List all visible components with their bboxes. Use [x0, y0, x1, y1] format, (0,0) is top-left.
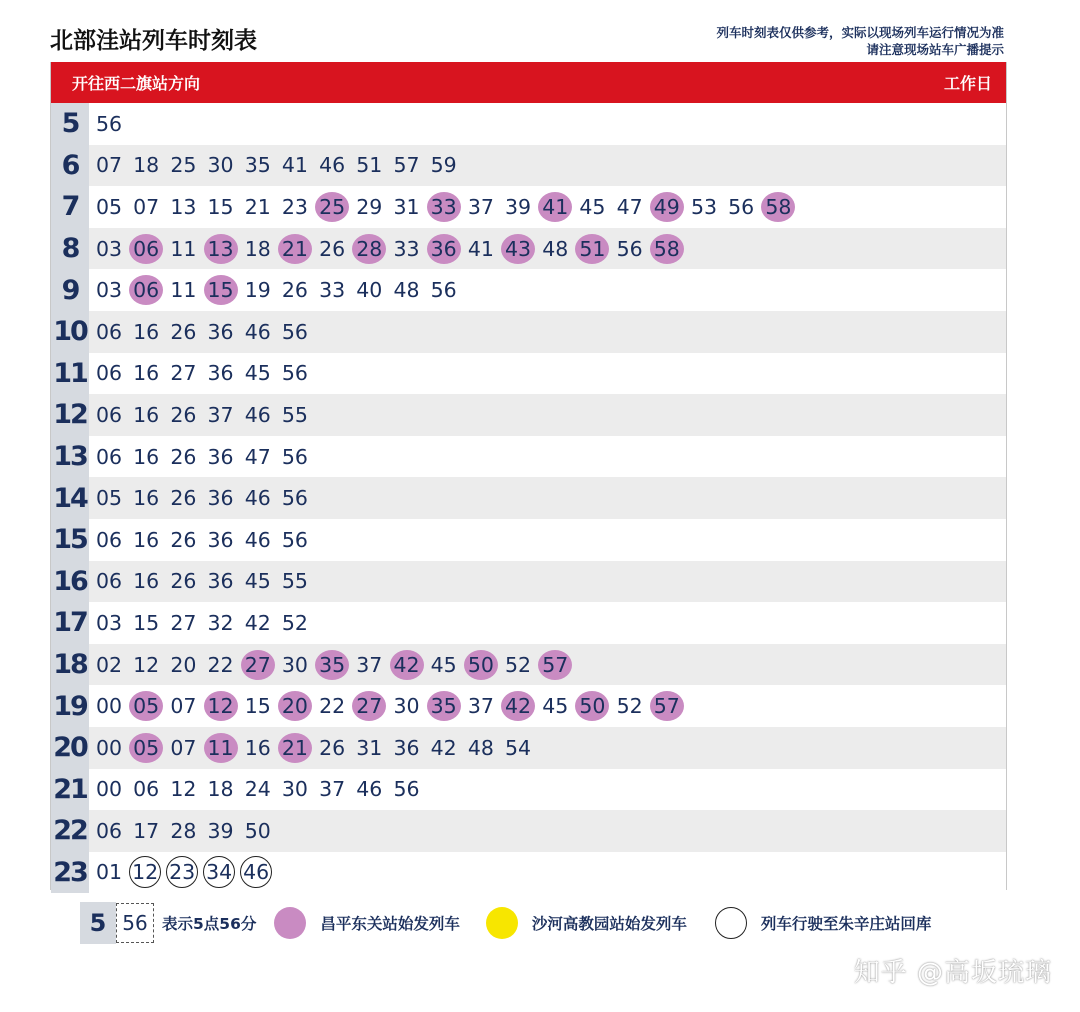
minutes-list — [89, 816, 278, 846]
minute: 16 — [133, 486, 160, 511]
timetable-row — [51, 436, 1006, 478]
minute: 56 — [95, 111, 123, 136]
minute: 40 — [356, 278, 383, 303]
minute: 07 — [95, 153, 123, 178]
minute-purple: 50 — [464, 650, 498, 680]
timetable-row — [51, 561, 1006, 603]
minute: 06 — [95, 569, 123, 594]
minute: 45 — [430, 652, 457, 677]
minute-purple: 33 — [427, 192, 461, 222]
minute: 36 — [207, 319, 234, 344]
minute: 32 — [207, 610, 234, 635]
minute: 26 — [319, 735, 346, 760]
minute-purple: 36 — [427, 234, 461, 264]
minute-purple: 21 — [278, 733, 312, 763]
timetable-row — [51, 145, 1006, 187]
hour-cell: 9 — [51, 269, 89, 311]
minute: 00 — [95, 694, 123, 719]
minute: 25 — [170, 153, 197, 178]
minute-circled: 46 — [240, 856, 272, 888]
timetable-row — [51, 269, 1006, 311]
minute: 26 — [170, 444, 197, 469]
minute: 06 — [95, 361, 123, 386]
timetable-row — [51, 228, 1006, 270]
minute: 11 — [170, 278, 197, 303]
minute: 12 — [170, 777, 197, 802]
outline-circle-icon — [715, 907, 747, 939]
minute-circled: 12 — [129, 856, 161, 888]
timetable-row — [51, 477, 1006, 519]
minute: 36 — [207, 527, 234, 552]
notice-text — [716, 24, 1004, 58]
minute: 45 — [542, 694, 569, 719]
minute: 56 — [281, 319, 308, 344]
minute: 26 — [170, 402, 197, 427]
minute: 30 — [281, 652, 308, 677]
minute: 27 — [170, 610, 197, 635]
minute-purple: 12 — [204, 691, 238, 721]
legend-example-hour: 5 — [80, 902, 116, 944]
minutes-list — [89, 109, 129, 139]
minute: 19 — [244, 278, 271, 303]
minute: 45 — [579, 194, 606, 219]
minute: 36 — [207, 361, 234, 386]
minute: 18 — [207, 777, 234, 802]
minutes-list — [89, 608, 315, 638]
minute-purple: 42 — [390, 650, 424, 680]
minute-purple: 57 — [650, 691, 684, 721]
direction-label: 开往西二旗站方向 — [72, 74, 201, 93]
minute: 47 — [616, 194, 643, 219]
page-title: 北部洼站列车时刻表 — [50, 28, 257, 54]
minute: 53 — [690, 194, 718, 219]
minute-purple: 58 — [761, 192, 795, 222]
purple-circle-icon — [274, 907, 306, 939]
minute-purple: 06 — [129, 275, 163, 305]
hour-cell: 5 — [51, 103, 89, 145]
watermark: 知乎 @高坂琉璃 — [853, 958, 1052, 988]
hour-cell: 11 — [51, 353, 89, 395]
minute: 45 — [244, 361, 271, 386]
minutes-list — [89, 317, 315, 347]
timetable-row — [51, 602, 1006, 644]
minute-purple: 35 — [427, 691, 461, 721]
hour-cell: 7 — [51, 186, 89, 228]
legend — [80, 902, 931, 944]
minute: 48 — [542, 236, 569, 261]
minute: 56 — [616, 236, 643, 261]
timetable-header — [51, 62, 1006, 103]
minutes-list — [89, 442, 315, 472]
minute: 55 — [281, 569, 308, 594]
minute: 06 — [133, 777, 160, 802]
minute: 11 — [170, 236, 197, 261]
minute: 46 — [244, 486, 271, 511]
timetable-row — [51, 353, 1006, 395]
minute: 27 — [170, 361, 197, 386]
yellow-circle-icon — [486, 907, 518, 939]
minute: 36 — [207, 486, 234, 511]
minute: 37 — [467, 694, 494, 719]
minute: 39 — [505, 194, 532, 219]
minute: 55 — [281, 402, 308, 427]
minute: 56 — [281, 527, 308, 552]
minute: 33 — [319, 278, 346, 303]
minute-purple: 57 — [538, 650, 572, 680]
minute-purple: 28 — [352, 234, 386, 264]
minute: 15 — [207, 194, 234, 219]
minute-purple: 42 — [501, 691, 535, 721]
minute: 07 — [133, 194, 160, 219]
minutes-list — [89, 691, 687, 721]
minute: 30 — [207, 153, 234, 178]
minutes-list — [89, 400, 315, 430]
minute: 00 — [95, 735, 123, 760]
minute: 03 — [95, 610, 123, 635]
minute: 37 — [319, 777, 346, 802]
minute: 13 — [170, 194, 197, 219]
timetable — [50, 62, 1007, 890]
minute: 00 — [95, 777, 123, 802]
minute-purple: 27 — [241, 650, 275, 680]
minute: 06 — [95, 402, 123, 427]
hour-cell: 18 — [51, 644, 89, 686]
minute: 15 — [244, 694, 271, 719]
minute: 20 — [170, 652, 197, 677]
minute: 15 — [133, 610, 160, 635]
notice-line-1: 列车时刻表仅供参考，实际以现场列车运行情况为准 — [716, 25, 1004, 40]
minute: 22 — [319, 694, 346, 719]
minute-purple: 06 — [129, 234, 163, 264]
minute: 37 — [207, 402, 234, 427]
minute: 07 — [170, 694, 197, 719]
timetable-row — [51, 644, 1006, 686]
minute: 06 — [95, 527, 123, 552]
minute: 56 — [728, 194, 755, 219]
minute: 57 — [393, 153, 420, 178]
minute: 06 — [95, 319, 123, 344]
minute: 48 — [393, 278, 420, 303]
minute-purple: 49 — [650, 192, 684, 222]
hour-cell: 16 — [51, 561, 89, 603]
minute: 45 — [244, 569, 271, 594]
minute-circled: 23 — [166, 856, 198, 888]
minute: 21 — [244, 194, 271, 219]
minute-purple: 05 — [129, 691, 163, 721]
minute: 56 — [393, 777, 420, 802]
minutes-list — [89, 650, 575, 680]
minute: 37 — [356, 652, 383, 677]
minute-purple: 11 — [204, 733, 238, 763]
minute: 37 — [467, 194, 494, 219]
minute: 36 — [207, 569, 234, 594]
hour-cell: 14 — [51, 477, 89, 519]
minute: 16 — [133, 319, 160, 344]
minute: 56 — [281, 444, 308, 469]
minute: 46 — [244, 319, 271, 344]
minute-purple: 05 — [129, 733, 163, 763]
minute: 59 — [430, 153, 457, 178]
minutes-list — [89, 566, 315, 596]
legend-purple-label: 昌平东关站始发列车 — [320, 915, 460, 933]
minutes-list — [89, 856, 277, 888]
hour-cell: 8 — [51, 228, 89, 270]
minute: 17 — [133, 818, 160, 843]
minute-purple: 13 — [204, 234, 238, 264]
hour-cell: 17 — [51, 602, 89, 644]
legend-example-minute: 56 — [116, 903, 154, 943]
minute: 29 — [356, 194, 383, 219]
minute: 48 — [467, 735, 494, 760]
minute: 26 — [170, 486, 197, 511]
minute: 22 — [207, 652, 234, 677]
minute-purple: 27 — [352, 691, 386, 721]
minute: 12 — [133, 652, 160, 677]
minute: 36 — [393, 735, 420, 760]
minute: 50 — [244, 818, 271, 843]
minute: 47 — [244, 444, 271, 469]
minute: 35 — [244, 153, 271, 178]
minute-purple: 21 — [278, 234, 312, 264]
hour-cell: 22 — [51, 810, 89, 852]
hour-cell: 10 — [51, 311, 89, 353]
hour-cell: 20 — [51, 727, 89, 769]
minute: 52 — [616, 694, 643, 719]
hour-cell: 12 — [51, 394, 89, 436]
minute: 52 — [281, 610, 308, 635]
minute: 46 — [244, 527, 271, 552]
minutes-list — [89, 733, 538, 763]
minute-purple: 20 — [278, 691, 312, 721]
timetable-row — [51, 852, 1006, 894]
timetable-row — [51, 769, 1006, 811]
minute: 03 — [95, 278, 123, 303]
minutes-list — [89, 525, 315, 555]
minute: 56 — [430, 278, 457, 303]
timetable-row — [51, 186, 1006, 228]
minute: 31 — [393, 194, 420, 219]
hour-cell: 21 — [51, 769, 89, 811]
minute: 36 — [207, 444, 234, 469]
minute: 07 — [170, 735, 197, 760]
timetable-rows — [51, 103, 1006, 893]
minutes-list — [89, 275, 464, 305]
minutes-list — [89, 234, 687, 264]
hour-cell: 19 — [51, 685, 89, 727]
minute: 16 — [133, 361, 160, 386]
minute: 28 — [170, 818, 197, 843]
legend-example-text: 表示5点56分 — [162, 915, 257, 933]
minute: 52 — [505, 652, 532, 677]
minute: 26 — [319, 236, 346, 261]
timetable-row — [51, 519, 1006, 561]
minute-purple: 58 — [650, 234, 684, 264]
minute: 30 — [281, 777, 308, 802]
minutes-list — [89, 192, 799, 222]
minute: 26 — [170, 569, 197, 594]
minute: 16 — [244, 735, 271, 760]
minute: 23 — [281, 194, 308, 219]
timetable-row — [51, 727, 1006, 769]
minute-purple: 25 — [315, 192, 349, 222]
minute-purple: 43 — [501, 234, 535, 264]
minute: 41 — [467, 236, 494, 261]
minute: 42 — [244, 610, 271, 635]
minute: 01 — [95, 860, 123, 885]
timetable-row — [51, 394, 1006, 436]
hour-cell: 23 — [51, 852, 89, 894]
minute-purple: 50 — [575, 691, 609, 721]
minutes-list — [89, 774, 427, 804]
minute: 05 — [95, 486, 123, 511]
minute: 31 — [356, 735, 383, 760]
minutes-list — [89, 150, 464, 180]
minute: 24 — [244, 777, 271, 802]
minutes-list — [89, 358, 315, 388]
minute: 26 — [170, 319, 197, 344]
minute-purple: 15 — [204, 275, 238, 305]
minute: 06 — [95, 818, 123, 843]
minute: 56 — [281, 486, 308, 511]
minute: 46 — [319, 153, 346, 178]
minute: 26 — [170, 527, 197, 552]
timetable-row — [51, 311, 1006, 353]
notice-line-2: 请注意现场站车广播提示 — [866, 42, 1004, 57]
minute: 39 — [207, 818, 234, 843]
day-type-label: 工作日 — [943, 74, 992, 93]
minute: 02 — [95, 652, 123, 677]
minute: 41 — [281, 153, 308, 178]
timetable-row — [51, 685, 1006, 727]
minute: 56 — [281, 361, 308, 386]
minute: 51 — [356, 153, 383, 178]
minute: 03 — [95, 236, 123, 261]
legend-yellow-label: 沙河高教园站始发列车 — [531, 915, 687, 933]
minute: 30 — [393, 694, 420, 719]
timetable-row — [51, 103, 1006, 145]
minute: 18 — [244, 236, 271, 261]
minute: 46 — [356, 777, 383, 802]
minute-purple: 51 — [575, 234, 609, 264]
minute-purple: 41 — [538, 192, 572, 222]
legend-circle-label: 列车行驶至朱辛庄站回库 — [760, 915, 932, 933]
hour-cell: 15 — [51, 519, 89, 561]
minute: 46 — [244, 402, 271, 427]
minutes-list — [89, 483, 315, 513]
minute: 54 — [505, 735, 532, 760]
minute: 16 — [133, 527, 160, 552]
minute: 16 — [133, 402, 160, 427]
timetable-row — [51, 810, 1006, 852]
minute: 06 — [95, 444, 123, 469]
hour-cell: 6 — [51, 145, 89, 187]
minute-circled: 34 — [203, 856, 235, 888]
minute: 26 — [281, 278, 308, 303]
minute: 16 — [133, 569, 160, 594]
minute: 18 — [133, 153, 160, 178]
minute-purple: 35 — [315, 650, 349, 680]
minute: 42 — [430, 735, 457, 760]
minute: 33 — [393, 236, 420, 261]
minute: 16 — [133, 444, 160, 469]
minute: 05 — [95, 194, 123, 219]
hour-cell: 13 — [51, 436, 89, 478]
